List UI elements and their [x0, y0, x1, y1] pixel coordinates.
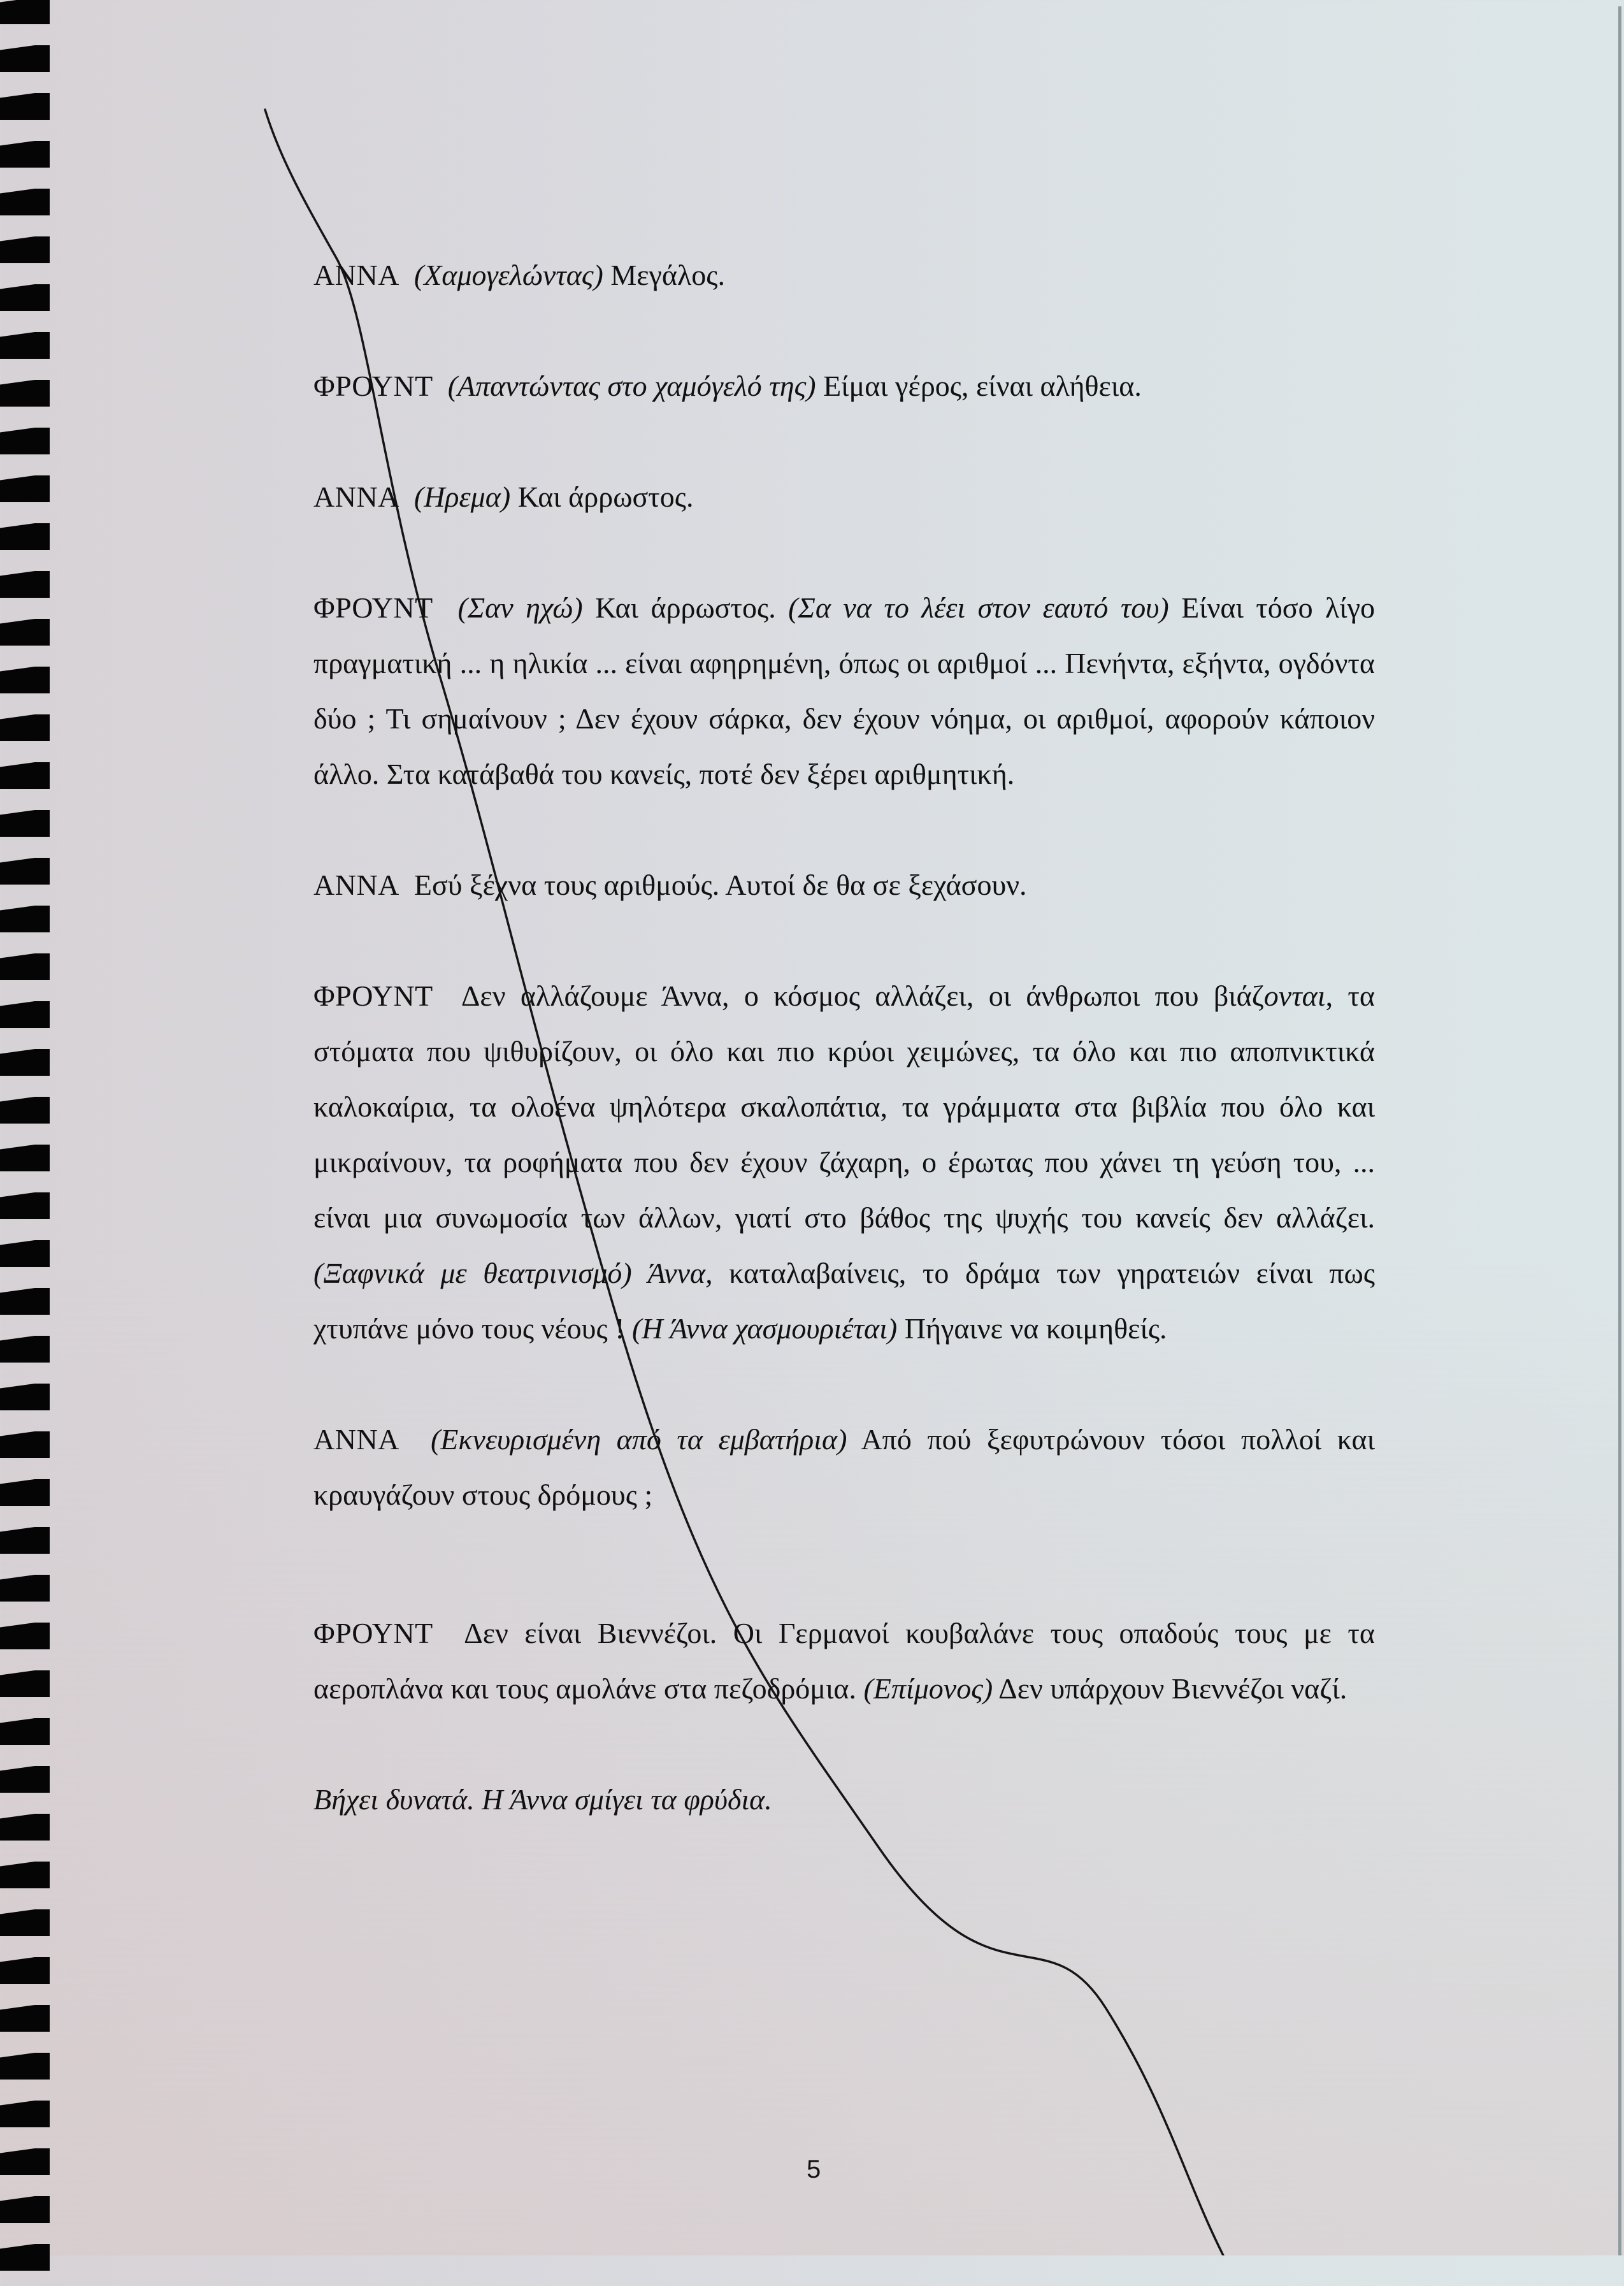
speaker-name: ΑΝΝΑ	[313, 259, 399, 291]
binding-hole	[0, 1862, 50, 1888]
binding-hole	[0, 45, 50, 72]
dialogue-text: , τα στόματα που ψιθυρίζουν, οι όλο και πιο κρύοι χειμώνες, τα όλο και πιο αποπνικτικά καλοκαίρια, τα ολοένα ψηλότερα σκαλοπάτια, τα γράμματα στα βιβλία που όλο και μικραίνουν, τα ροφήματα που δεν έχουν ζάχαρη, ο έρωτας που χάνει τη γεύση του, ... είναι μια συνωμοσία των άλλων, γιατί στο βάθος της ψυχής του κανείς δεν αλλάζει.	[313, 980, 1376, 1234]
binding-hole	[0, 2244, 50, 2271]
dialogue-text: Δεν αλλάζουμε Άννα, ο κόσμος αλλάζει, οι άνθρωποι που βιάζ	[461, 980, 1264, 1012]
dialogue-anna-2	[313, 469, 1375, 524]
binding-hole	[0, 428, 50, 454]
stage-direction: (Ηρεμα)	[413, 481, 511, 513]
binding-hole	[0, 762, 50, 789]
speaker-name: ΦΡΟΥΝΤ	[313, 1617, 433, 1649]
stage-direction: (Σαν ηχώ)	[457, 591, 583, 624]
dialogue-text: Πήγαινε να κοιμηθείς.	[897, 1312, 1167, 1345]
speaker-name: ΦΡΟΥΝΤ	[313, 370, 433, 402]
speaker-name: ΑΝΝΑ	[313, 1423, 399, 1456]
binding-hole	[0, 2101, 50, 2127]
script-text	[313, 247, 1375, 1827]
stage-direction: (Χαμογελώντας)	[413, 259, 603, 291]
binding-hole	[0, 1909, 50, 1936]
binding-hole	[0, 332, 50, 359]
page-right-edge	[1618, 6, 1621, 2255]
final-stage-direction: Βήχει δυνατά. Η Άννα σμίγει τα φρύδια.	[313, 1783, 772, 1816]
dialogue-freud-3	[313, 968, 1375, 1356]
binding-hole	[0, 714, 50, 741]
binding-hole	[0, 523, 50, 550]
binding-hole	[0, 141, 50, 168]
dialogue-text: Δεν υπάρχουν Βιεννέζοι ναζί.	[993, 1672, 1347, 1705]
binding-hole	[0, 475, 50, 502]
binding-hole	[0, 1718, 50, 1745]
binding-hole	[0, 1384, 50, 1410]
dialogue-text: Εσύ ξέχνα τους αριθμούς. Αυτοί δε θα σε ξεχάσουν.	[413, 869, 1027, 901]
italic-word-tail: ονται	[1263, 980, 1326, 1012]
stage-direction: (Απαντώντας στο χαμόγελό της)	[447, 370, 816, 402]
binding-hole	[0, 667, 50, 693]
binding-hole	[0, 284, 50, 311]
binding-hole	[0, 1001, 50, 1028]
speaker-name: ΦΡΟΥΝΤ	[313, 980, 433, 1012]
binding-hole	[0, 236, 50, 263]
binding-hole	[0, 1192, 50, 1219]
binding-hole	[0, 189, 50, 215]
binding-hole	[0, 2148, 50, 2175]
dialogue-text: Μεγάλος.	[603, 259, 725, 291]
binding-hole	[0, 1240, 50, 1267]
binding-hole	[0, 858, 50, 885]
binding-hole	[0, 1288, 50, 1315]
binding-hole	[0, 619, 50, 646]
dialogue-text: καταλαβαίνεις, το δράμα των γηρατειών είναι πως χτυπάνε μόνο τους νέους !	[313, 1257, 1375, 1345]
speaker-name: ΑΝΝΑ	[313, 869, 399, 901]
stage-direction: (Η Άννα χασμουριέται)	[631, 1312, 898, 1345]
binding-hole	[0, 1527, 50, 1554]
binding-hole	[0, 1097, 50, 1124]
binding-hole	[0, 1575, 50, 1602]
dialogue-freud-4	[313, 1605, 1375, 1716]
page-number: 5	[807, 2155, 821, 2183]
stage-direction: (Εκνευρισμένη από τα εμβατήρια)	[430, 1423, 847, 1456]
dialogue-freud-2	[313, 580, 1375, 802]
dialogue-text: Και άρρωστος.	[510, 481, 694, 513]
binding-hole	[0, 1049, 50, 1076]
dialogue-anna-4	[313, 1412, 1375, 1523]
binding-hole	[0, 1957, 50, 1984]
dialogue-anna-1	[313, 247, 1375, 303]
dialogue-freud-1	[313, 358, 1375, 414]
binding-hole	[0, 906, 50, 932]
stage-direction: (Επίμονος)	[863, 1672, 993, 1705]
binding-hole	[0, 1336, 50, 1363]
binding-hole	[0, 2005, 50, 2032]
binding-hole	[0, 1623, 50, 1649]
binding-hole	[0, 2196, 50, 2223]
binding-hole	[0, 1479, 50, 1506]
binding-hole	[0, 1431, 50, 1458]
spiral-binding	[0, 0, 57, 2255]
dialogue-text: Είμαι γέρος, είναι αλήθεια.	[816, 370, 1142, 402]
dialogue-text: Από πού ξεφυτρώνουν τόσοι πολλοί και κραυγάζουν στους δρόμους ;	[313, 1423, 1375, 1511]
speaker-name: ΦΡΟΥΝΤ	[313, 591, 433, 624]
binding-hole	[0, 1814, 50, 1841]
binding-hole	[0, 1766, 50, 1793]
dialogue-text: Είναι τόσο λίγο πραγματική ... η ηλικία ... είναι αφηρημένη, όπως οι αριθμοί ... Πενήντα, εξήντα, ογδόντα δύο ; Τι σημαίνουν ; Δεν έχουν σάρκα, δεν έχουν νόημα, οι αριθμοί, αφορούν κάποιον άλλο. Στα κατάβαθά του κανείς, ποτέ δεν ξέρει αριθμητική.	[313, 591, 1376, 790]
speaker-name: ΑΝΝΑ	[313, 481, 399, 513]
stage-direction: (Ξαφνικά με θεατρινισμό) Άννα,	[313, 1257, 713, 1289]
binding-hole	[0, 1145, 50, 1171]
dialogue-text: Δεν είναι Βιεννέζοι. Οι Γερμανοί κουβαλάνε τους οπαδούς τους με τα αεροπλάνα και τους αμολάνε στα πεζοδρόμια.	[313, 1617, 1375, 1705]
binding-hole	[0, 810, 50, 837]
binding-hole	[0, 571, 50, 598]
binding-hole	[0, 93, 50, 120]
binding-hole	[0, 0, 50, 24]
stage-direction: (Σα να το λέει στον εαυτό του)	[788, 591, 1169, 624]
binding-hole	[0, 953, 50, 980]
dialogue-text: Και άρρωστος.	[582, 591, 789, 624]
binding-hole	[0, 380, 50, 407]
binding-hole	[0, 2053, 50, 2080]
dialogue-anna-3	[313, 857, 1375, 913]
binding-hole	[0, 1670, 50, 1697]
